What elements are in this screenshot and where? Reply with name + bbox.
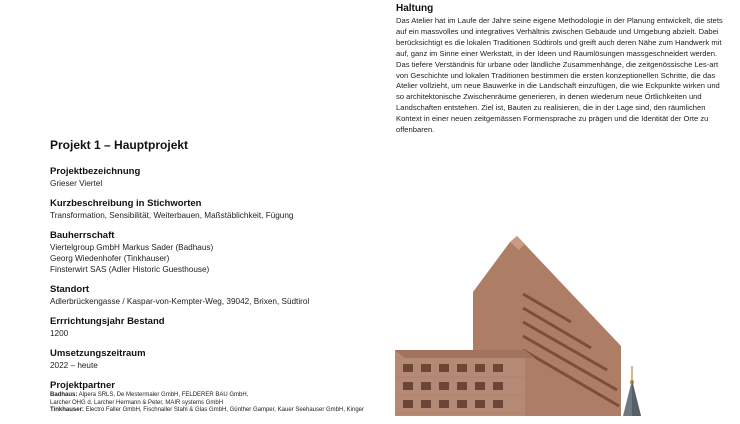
field-errichtungsjahr [50,316,380,339]
projektpartner-label: Projektpartner [50,380,115,391]
field-bauherrschaft [50,230,380,275]
field-projektbezeichnung [50,166,380,189]
errichtungsjahr-label: Errrichtungsjahr Bestand [50,316,165,327]
errichtungsjahr-value: 1200 [50,329,69,338]
projektbezeichnung-value: Grieser Viertel [50,179,103,188]
standort-value: Adlerbrückengasse / Kaspar-von-Kempter-Weg, 39042, Brixen, Südtirol [50,297,310,306]
partner-badhaus-text: Alpera SRLS, De Mestermaler GmbH, FELDERER BAU GmbH, [77,392,249,398]
field-projektpartner [50,380,380,415]
umsetzungszeitraum-value: 2022 – heute [50,361,98,370]
partner-line: Larcher OHG d. Larcher Hermann & Peter, MAIR systems GmbH [50,399,224,406]
umsetzungszeitraum-label: Umsetzungszeitraum [50,348,146,359]
project-title: Projekt 1 – Hauptprojekt [50,138,189,152]
field-standort [50,284,380,307]
building-photo [395,232,740,416]
projektbezeichnung-label: Projektbezeichnung [50,166,141,177]
partner-line [50,407,380,415]
bauherrschaft-label: Bauherrschaft [50,230,115,241]
haltung-text: Das Atelier hat im Laufe der Jahre seine eigene Methodologie in der Planung entwickelt, die stets auf ein massvolles und integratives Verhältnis zwischen Gebäude und Umgebung abzielt. Dabei berücksichtigt es die lokalen Traditionen Südtirols und greift auch deren Nähe zum Handwerk mit auf, ganz im Sinne einer Werkstatt, in der Ideen und Raumlösungen massgeschneidert werden. Das tiefere Verständnis für urbane oder ländliche Zusammenhänge, die zeitgenössische Les-art von Geschichte und lokalen Traditionen bestimmen die ersten konzeptionellen Schritte, die das Atelier vollzieht, um neue Bauwerke in die Landschaft einzufügen, die wie Eckpunkte wirken und so architektonische Zwischenräume generieren, in denen wiederum neue Örtlichkeiten und Landschaften entstehen. Ziel ist, Bauten zu realisieren, die in der Lage sind, den räumlichen Kontext in einer neuen zeitgemässen Formensprache zu prägen und die Identität der Orte zu offenbaren. [396,16,723,135]
partner-badhaus-key: Badhaus: [50,392,78,398]
front-block-ledge [395,350,535,358]
building-illustration [395,232,740,416]
bauherrschaft-line: Finsterwirt SAS (Adler Historic Guesthouse) [50,265,210,274]
haltung-section [396,3,726,136]
standort-label: Standort [50,284,90,295]
partner-tink-key: Tinkhauser: [50,407,84,414]
project-section [50,138,380,424]
kurzbeschreibung-value: Transformation, Sensibilität, Weiterbauen, Maßstäblichkeit, Fügung [50,211,294,220]
bauherrschaft-line: Viertelgroup GmbH Markus Sader (Badhaus) [50,243,214,252]
field-kurzbeschreibung [50,198,380,221]
partner-tink-text: Electro Faller GmbH, Fischnaller Stahl & Glas GmbH, Günther Gamper, Kauer Seehauser GmbH, Kinger [83,407,365,414]
field-umsetzungszeitraum [50,348,380,371]
kurzbeschreibung-label: Kurzbeschreibung in Stichworten [50,198,202,209]
bauherrschaft-line: Georg Wiedenhofer (Tinkhauser) [50,254,170,263]
partner-line [50,392,380,400]
haltung-heading: Haltung [396,3,434,14]
